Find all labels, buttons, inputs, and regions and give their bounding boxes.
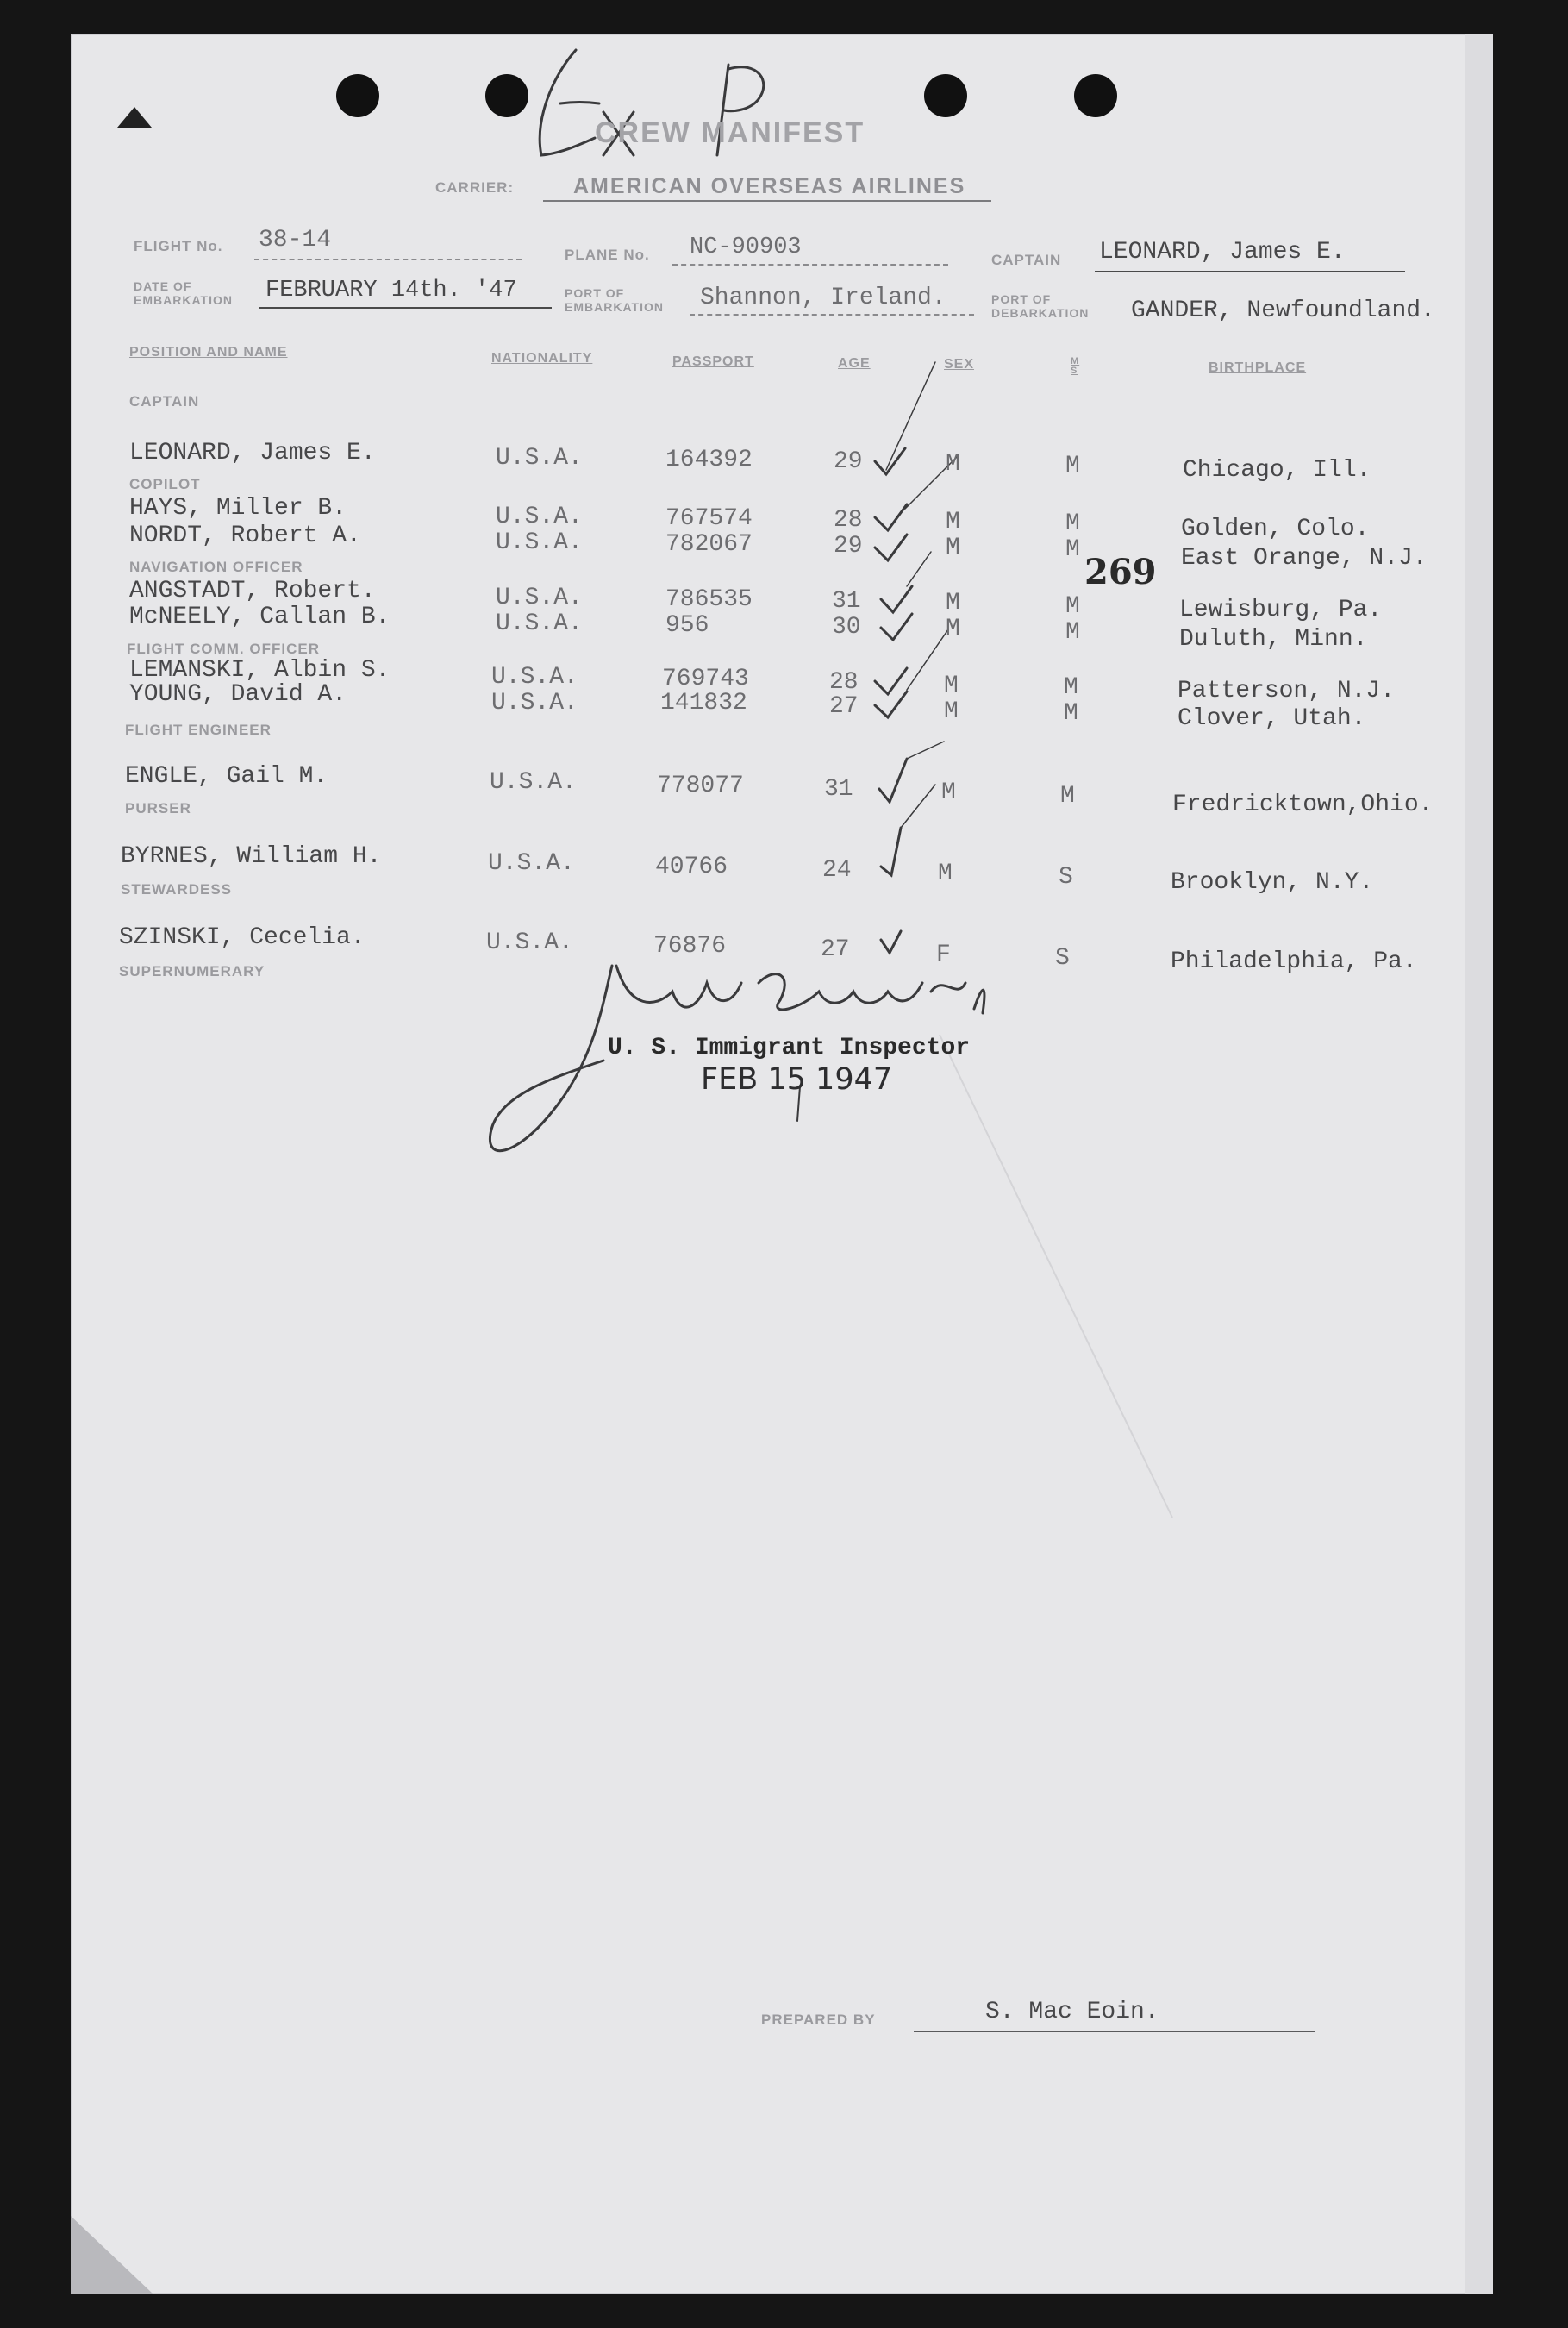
crew-marital: M [1064, 700, 1078, 727]
crew-age: 29 [834, 448, 863, 475]
crew-name: ANGSTADT, Robert. [129, 578, 376, 604]
flight-number: 38-14 [259, 227, 332, 253]
date-label-2: EMBARKATION [134, 293, 233, 307]
checkmark [879, 759, 907, 802]
prepared-by-underline [914, 2031, 1315, 2032]
port-emb-label-2: EMBARKATION [565, 300, 664, 314]
crew-age: 28 [834, 507, 863, 534]
crew-birthplace: Fredricktown,Ohio. [1172, 792, 1434, 818]
crew-marital: M [1065, 453, 1080, 479]
position-label-stewardess: STEWARDESS [121, 881, 233, 898]
crew-name: HAYS, Miller B. [129, 495, 347, 522]
crew-sex: M [938, 860, 953, 887]
captain-name: LEONARD, James E. [1099, 239, 1346, 266]
crew-name: McNEELY, Callan B. [129, 604, 390, 630]
crew-marital: M [1065, 593, 1080, 620]
checkmark [875, 504, 907, 530]
crew-age: 27 [821, 936, 850, 963]
crew-sex: M [946, 590, 960, 616]
crew-marital: S [1055, 945, 1070, 972]
form-title: CREW MANIFEST [595, 116, 865, 149]
crew-name: LEONARD, James E. [129, 440, 376, 466]
date-label-1: DATE OF [134, 279, 192, 293]
crew-nationality: U.S.A. [496, 585, 583, 611]
crew-age: 27 [829, 693, 859, 720]
inspector-date-stamp: FEB 15 1947 [701, 1062, 893, 1097]
date-underline [259, 307, 552, 309]
plane-number: NC-90903 [690, 235, 802, 260]
annotation-number: 269 [1084, 552, 1157, 592]
header-age: AGE [838, 356, 871, 371]
crew-passport: 782067 [665, 531, 753, 558]
crew-passport: 786535 [665, 586, 753, 613]
crew-name: YOUNG, David A. [129, 681, 347, 708]
crew-sex: M [941, 779, 956, 806]
checkmark [881, 586, 912, 612]
flight-underline [254, 259, 522, 260]
header-passport: PASSPORT [672, 354, 754, 369]
crew-nationality: U.S.A. [496, 504, 583, 530]
embarkation-date: FEBRUARY 14th. '47 [265, 278, 517, 304]
header-sex: SEX [944, 357, 975, 372]
checkmark [875, 668, 907, 694]
position-label-purser: PURSER [125, 800, 191, 817]
crew-nationality: U.S.A. [491, 690, 578, 717]
checkmark [875, 535, 907, 560]
crew-passport: 778077 [657, 773, 744, 799]
crew-sex: M [944, 673, 959, 699]
crew-birthplace: Brooklyn, N.Y. [1171, 869, 1374, 896]
plane-underline [672, 264, 948, 266]
crew-passport: 141832 [660, 690, 747, 717]
crew-name: NORDT, Robert A. [129, 523, 361, 549]
crew-birthplace: Duluth, Minn. [1179, 626, 1368, 653]
crew-marital: M [1065, 510, 1080, 537]
carrier-underline [543, 200, 991, 202]
crew-name: LEMANSKI, Albin S. [129, 657, 390, 684]
checkmark [881, 828, 901, 875]
crew-name: BYRNES, William H. [121, 843, 382, 870]
captain-label: CAPTAIN [991, 252, 1062, 268]
position-label-navigation: NAVIGATION OFFICER [129, 559, 303, 575]
port-deb-label-2: DEBARKATION [991, 306, 1090, 320]
crew-name: ENGLE, Gail M. [125, 763, 328, 790]
position-label-captain: CAPTAIN [129, 393, 200, 410]
crew-age: 30 [832, 614, 861, 641]
check-tick-stroke [907, 552, 931, 586]
crew-sex: M [946, 509, 960, 535]
crew-marital: S [1059, 864, 1073, 891]
crew-nationality: U.S.A. [496, 610, 583, 637]
captain-underline [1095, 271, 1405, 272]
crew-passport: 767574 [665, 505, 753, 532]
crew-nationality: U.S.A. [491, 664, 578, 691]
crew-nationality: U.S.A. [496, 445, 583, 472]
header-marital: M S [1071, 356, 1080, 376]
prepared-by-label: PREPARED BY [761, 2012, 876, 2028]
crew-marital: M [1060, 783, 1075, 810]
crew-birthplace: East Orange, N.J. [1181, 545, 1427, 572]
check-tick-stroke [886, 362, 935, 470]
crew-passport: 769743 [662, 666, 749, 692]
crew-age: 29 [834, 533, 863, 560]
crew-age: 28 [829, 669, 859, 696]
crew-nationality: U.S.A. [496, 529, 583, 556]
crew-passport: 40766 [655, 854, 728, 880]
crew-birthplace: Lewisburg, Pa. [1179, 597, 1383, 623]
plane-label: PLANE No. [565, 247, 650, 263]
crew-marital: M [1064, 674, 1078, 701]
crew-birthplace: Clover, Utah. [1178, 705, 1366, 732]
checkmark [875, 692, 907, 717]
crew-age: 31 [824, 776, 853, 803]
crew-sex: M [946, 616, 960, 642]
check-tick-stroke [907, 742, 944, 759]
crew-name: SZINSKI, Cecelia. [119, 924, 365, 951]
check-tick-stroke [901, 785, 935, 828]
prepared-by-name: S. Mac Eoin. [985, 1999, 1159, 2025]
header-nationality: NATIONALITY [491, 351, 593, 366]
crew-birthplace: Golden, Colo. [1181, 516, 1370, 542]
checkmark [881, 614, 912, 640]
faint-crease [940, 1035, 1172, 1518]
check-tick-stroke [907, 629, 948, 690]
crew-age: 31 [832, 588, 861, 615]
crew-passport: 956 [665, 612, 709, 639]
position-label-flight-comm: FLIGHT COMM. OFFICER [127, 641, 320, 657]
port-deb-label-1: PORT OF [991, 292, 1052, 306]
crew-passport: 164392 [665, 447, 753, 473]
carrier-label: CARRIER: [435, 179, 515, 196]
crew-birthplace: Philadelphia, Pa. [1171, 948, 1417, 975]
crew-age: 24 [822, 857, 852, 884]
crew-birthplace: Chicago, Ill. [1183, 457, 1371, 484]
crew-nationality: U.S.A. [486, 929, 573, 956]
port-emb-underline [690, 314, 974, 316]
header-position-name: POSITION AND NAME [129, 345, 288, 360]
crew-nationality: U.S.A. [490, 769, 577, 796]
flight-label: FLIGHT No. [134, 238, 223, 254]
crew-sex: M [944, 698, 959, 725]
header-birthplace: BIRTHPLACE [1209, 360, 1307, 375]
port-debarkation: GANDER, Newfoundland. [1131, 297, 1435, 324]
crew-nationality: U.S.A. [488, 850, 575, 877]
inspector-title: U. S. Immigrant Inspector [608, 1035, 971, 1061]
crew-marital: M [1065, 619, 1080, 646]
crew-birthplace: Patterson, N.J. [1178, 678, 1396, 704]
crew-sex: F [936, 942, 951, 968]
crew-sex: M [946, 451, 960, 478]
port-emb-label-1: PORT OF [565, 286, 625, 300]
carrier-name: AMERICAN OVERSEAS AIRLINES [573, 174, 966, 198]
crew-marital: M [1065, 536, 1080, 563]
crew-passport: 76876 [653, 933, 727, 960]
port-embarkation: Shannon, Ireland. [700, 285, 946, 311]
crew-sex: M [946, 535, 960, 561]
position-label-flight-engineer: FLIGHT ENGINEER [125, 722, 272, 738]
position-label-supernumerary: SUPERNUMERARY [119, 963, 265, 979]
position-label-copilot: COPILOT [129, 476, 201, 492]
checkmark [881, 931, 901, 953]
